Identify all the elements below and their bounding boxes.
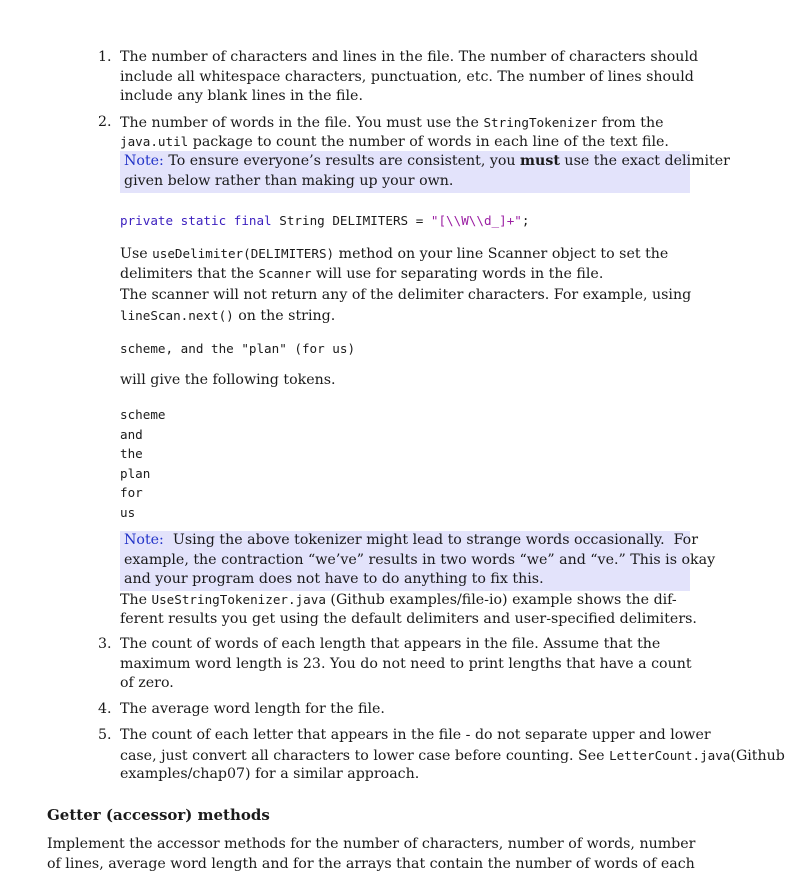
section-heading: Getter (accessor) methods — [47, 806, 270, 824]
token: scheme — [120, 407, 166, 422]
token: and — [120, 426, 143, 442]
section-line-1: Implement the accessor methods for the number of characters, number of words, number — [47, 836, 696, 852]
item-5-number: 5. — [98, 727, 112, 743]
code-stringtokenizer: StringTokenizer — [483, 114, 598, 130]
section-line-2: of lines, average word length and for the arrays that contain the number of words of each — [47, 855, 695, 872]
note-1-line-2: given below rather than making up your own. — [124, 172, 454, 189]
para-usestringtokenizer-line-1: The UseStringTokenizer.java (Github examples/file-io) example shows the dif- — [120, 592, 677, 608]
item-5-line-1: The count of each letter that appears in the file - do not separate upper and lower — [120, 727, 711, 743]
para-scanner-line-1: The scanner will not return any of the delimiter characters. For example, using — [120, 287, 692, 303]
item-1-line-2: include all whitespace characters, punctuation, etc. The number of lines should — [120, 68, 694, 85]
item-1-line-3: include any blank lines in the file. — [120, 88, 363, 104]
para-scanner-line-2: lineScan.next() on the string. — [120, 307, 336, 324]
para-usestringtokenizer-line-2: ferent results you get using the default delimiters and user-specified delimiters. — [120, 610, 697, 627]
item-4-line-1: The average word length for the file. — [120, 701, 385, 717]
para-use-delimiter-line-1: Use useDelimiter(DELIMITERS) method on your line Scanner object to set the — [120, 246, 669, 262]
item-2-line-2: java.util package to count the number of words in each line of the text file. — [120, 134, 669, 150]
note-2-line-2: example, the contraction “we’ve” results in two words “we” and “ve.” This is okay — [124, 551, 716, 568]
para-use-delimiter-line-2: delimiters that the Scanner will use for separating words in the file. — [120, 265, 604, 282]
item-3-line-2: maximum word length is 23. You do not need to print lengths that have a count — [120, 655, 692, 672]
item-4-number: 4. — [98, 701, 112, 717]
token: plan — [120, 465, 151, 481]
item-3-line-1: The count of words of each length that appears in the file. Assume that the — [120, 636, 661, 652]
item-5-line-2: case, just convert all characters to lower case before counting. See LetterCount.java(Github — [120, 747, 785, 764]
item-3-number: 3. — [98, 636, 112, 652]
note-2-line-3: and your program does not have to do anything to fix this. — [124, 571, 544, 587]
example-string: scheme, and the "plan" (for us) — [120, 341, 356, 356]
item-5-line-3: examples/chap07) for a similar approach. — [120, 766, 420, 782]
note-1-line-1: Note: To ensure everyone’s results are consistent, you must use the exact delimiter — [124, 153, 730, 169]
token: us — [120, 504, 136, 520]
note-1-label: Note: — [124, 153, 164, 169]
note-2-label: Note: — [124, 532, 164, 548]
item-1-line-1: The number of characters and lines in the file. The number of characters should — [120, 49, 699, 65]
item-2-number: 2. — [98, 113, 112, 130]
token: for — [120, 485, 143, 500]
item-3-line-3: of zero. — [120, 675, 174, 691]
give-tokens-text: will give the following tokens. — [120, 372, 336, 388]
code-delimiters-declaration: private static final String DELIMITERS = "[\\W\\d_]+"; — [120, 213, 530, 228]
token: the — [120, 446, 143, 461]
code-java-util: java.util — [120, 134, 189, 149]
note-2-line-1: Note: Using the above tokenizer might lead to strange words occasionally. For — [124, 532, 699, 548]
item-1-number: 1. — [98, 49, 112, 65]
item-2-line-1: The number of words in the file. You must use the StringTokenizer from the — [120, 114, 664, 131]
